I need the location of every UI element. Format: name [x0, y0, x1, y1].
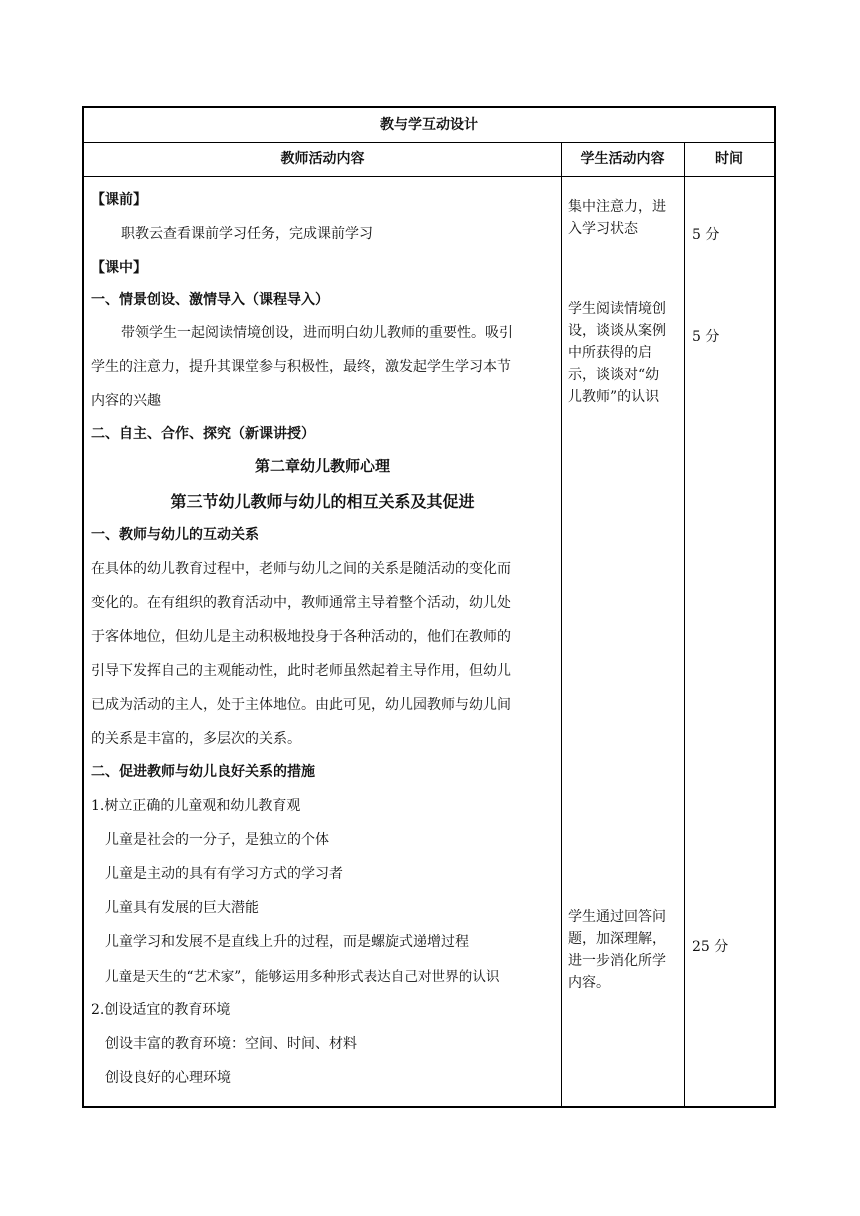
- column-divider: [561, 142, 562, 1106]
- pre-class-text: 职教云查看课前学习任务，完成课前学习: [121, 226, 373, 242]
- student-line: 集中注意力，进: [568, 199, 666, 215]
- student-line: 设，谈谈从案例: [568, 323, 666, 339]
- header-row: [84, 142, 774, 177]
- measure1-item: 儿童是主动的具有有学习方式的学习者: [105, 866, 343, 882]
- section-title: 第三节幼儿教师与幼儿的相互关系及其促进: [170, 492, 475, 511]
- measure2-item: 创设良好的心理环境: [105, 1070, 231, 1086]
- measure2-item: 创设丰富的教育环境：空间、时间、材料: [105, 1036, 357, 1052]
- sub2-heading: 二、促进教师与幼儿良好关系的措施: [91, 764, 315, 780]
- part1-line: 内容的兴趣: [91, 393, 161, 409]
- header-student: 学生活动内容: [580, 151, 665, 167]
- pre-class-label: 【课前】: [91, 192, 147, 208]
- column-divider: [684, 142, 685, 1106]
- student-line: 学生阅读情境创: [568, 301, 666, 317]
- part1-heading: 一、情景创设、激情导入（课程导入）: [91, 292, 329, 308]
- time-2: 5 分: [692, 329, 720, 345]
- student-activity-3: [568, 906, 680, 994]
- measure1-item: 儿童学习和发展不是直线上升的过程，而是螺旋式递增过程: [105, 934, 469, 950]
- student-activity-1: [568, 196, 680, 240]
- in-class-label: 【课中】: [91, 260, 147, 276]
- sub1-line: 在具体的幼儿教育过程中，老师与幼儿之间的关系是随活动的变化而: [91, 561, 511, 577]
- student-line: 题，加深理解，: [568, 931, 666, 947]
- student-line: 内容。: [568, 975, 610, 991]
- student-activity-2: [568, 298, 680, 408]
- student-line: 学生通过回答问: [568, 909, 666, 925]
- student-line: 儿教师”的认识: [568, 389, 660, 405]
- sub1-line: 于客体地位，但幼儿是主动积极地投身于各种活动的，他们在教师的: [91, 629, 511, 645]
- measure1-item: 儿童是社会的一分子，是独立的个体: [105, 832, 329, 848]
- student-line: 中所获得的启: [568, 345, 652, 361]
- sub1-line: 引导下发挥自己的主观能动性，此时老师虽然起着主导作用，但幼儿: [91, 663, 511, 679]
- sub1-line: 的关系是丰富的，多层次的关系。: [91, 731, 301, 747]
- sub1-line: 变化的。在有组织的教育活动中，教师通常主导着整个活动，幼儿处: [91, 595, 511, 611]
- table-title: 教与学互动设计: [84, 108, 774, 143]
- time-3: 25 分: [692, 939, 729, 955]
- student-line: 示，谈谈对“幼: [568, 367, 660, 383]
- lesson-table: [82, 106, 776, 1108]
- student-line: 进一步消化所学: [568, 953, 666, 969]
- student-line: 入学习状态: [568, 221, 638, 237]
- header-teacher: 教师活动内容: [280, 151, 365, 167]
- part2-heading: 二、自主、合作、探究（新课讲授）: [91, 426, 315, 442]
- sub1-line: 已成为活动的主人，处于主体地位。由此可见，幼儿园教师与幼儿间: [91, 697, 511, 713]
- part1-line: 带领学生一起阅读情境创设，进而明白幼儿教师的重要性。吸引: [121, 325, 513, 341]
- sub1-heading: 一、教师与幼儿的互动关系: [91, 527, 259, 543]
- measure1-title: 1.树立正确的儿童观和幼儿教育观: [91, 798, 301, 814]
- time-1: 5 分: [692, 227, 720, 243]
- header-time: 时间: [715, 151, 743, 167]
- part1-line: 学生的注意力，提升其课堂参与积极性，最终，激发起学生学习本节: [91, 359, 511, 375]
- measure1-item: 儿童是天生的“艺术家”，能够运用多种形式表达自己对世界的认识: [105, 969, 500, 985]
- measure2-title: 2.创设适宜的教育环境: [91, 1002, 231, 1018]
- chapter-title: 第二章幼儿教师心理: [254, 457, 390, 475]
- measure1-item: 儿童具有发展的巨大潜能: [105, 900, 259, 916]
